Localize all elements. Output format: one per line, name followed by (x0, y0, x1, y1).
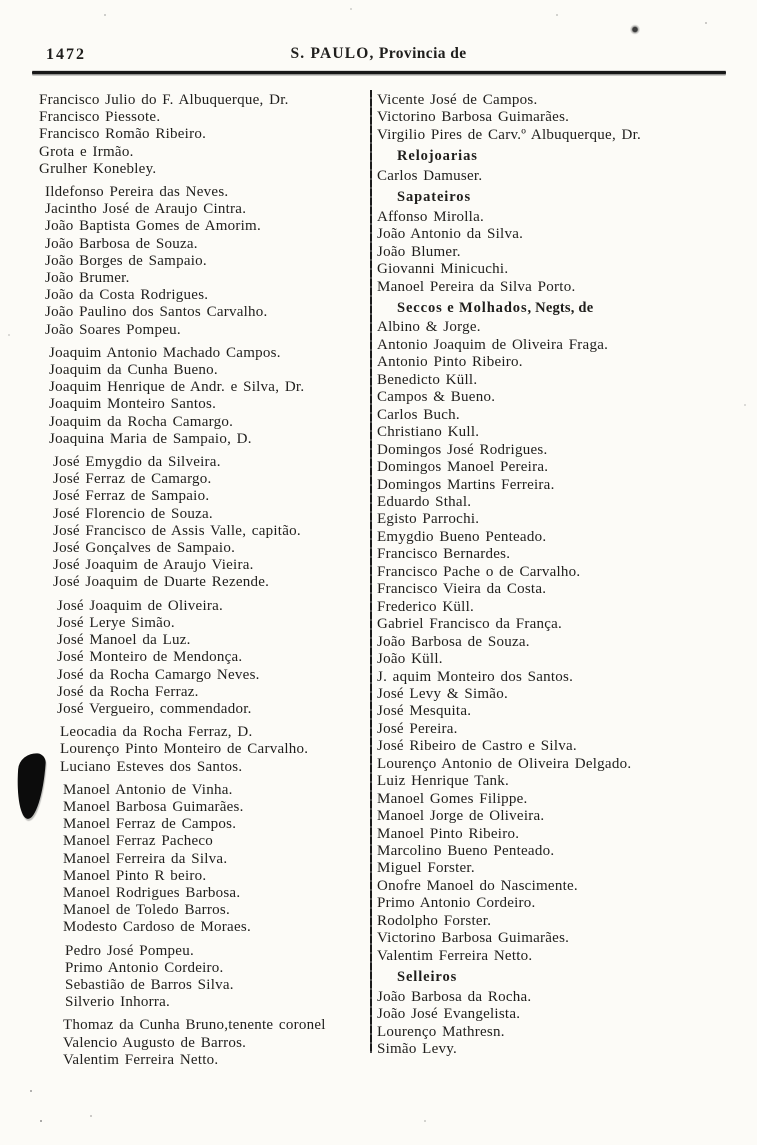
directory-entry: Antonio Joaquim de Oliveira Fraga. (377, 336, 609, 353)
directory-entry: Antonio Pinto Ribeiro. (377, 354, 523, 371)
directory-entry: Emygdio Bueno Penteado. (377, 528, 547, 545)
directory-entry: Gabriel Francisco da França. (377, 616, 563, 633)
directory-entry: Francisco Pache o de Carvalho. (377, 563, 581, 580)
directory-entry: Vicente José de Campos. (377, 92, 538, 108)
column-divider-rule (370, 90, 372, 1053)
directory-entry: José Joaquim de Duarte Rezende. (53, 574, 270, 591)
directory-entry: João Blumer. (377, 243, 461, 260)
directory-entry: Onofre Manoel do Nascimente. (377, 877, 578, 894)
section-title-suffix: , Negts, de (527, 299, 594, 316)
name-group (37, 724, 369, 776)
directory-entry: João Barbosa da Rocha. (377, 988, 532, 1005)
directory-entry: Luiz Henrique Tank. (377, 773, 510, 790)
directory-entry: João Brumer. (45, 270, 130, 287)
directory-entry: José Gonçalves de Sampaio. (53, 540, 236, 557)
directory-entry: Giovanni Minicuchi. (377, 261, 509, 278)
section-title: Selleiros (397, 969, 458, 986)
directory-entry: Manoel Gomes Filippe. (377, 790, 528, 807)
directory-entry: Domingos José Rodrigues. (377, 441, 548, 458)
directory-entry: Lourenço Antonio de Oliveira Delgado. (377, 755, 632, 772)
directory-entry: Primo Antonio Cordeiro. (377, 895, 536, 912)
directory-entry: Francisco Vieira da Costa. (377, 581, 547, 598)
directory-entry: José Ferraz de Sampaio. (53, 488, 210, 505)
directory-entry: José Emygdio da Silveira. (53, 454, 221, 471)
directory-entry: Valencio Augusto de Barros. (63, 1034, 247, 1051)
directory-entry: Marcolino Bueno Penteado. (377, 843, 555, 860)
directory-entry: Manoel Pereira da Silva Porto. (377, 278, 576, 295)
directory-entry: Leocadia da Rocha Ferraz, D. (60, 724, 253, 741)
directory-entry: Primo Antonio Cordeiro. (65, 959, 224, 976)
section-title: Sapateiros (397, 189, 471, 206)
directory-entry: João Barbosa de Souza. (377, 633, 530, 650)
directory-entry: Manoel Antonio de Vinha. (63, 781, 233, 798)
directory-entry: Valentim Ferreira Netto. (377, 947, 533, 964)
directory-entry: Manoel de Toledo Barros. (63, 902, 230, 919)
directory-entry: Lourenço Mathresn. (377, 1023, 505, 1040)
directory-entry: José Florencio de Souza. (53, 505, 213, 522)
directory-entry: Joaquim da Rocha Camargo. (49, 413, 234, 430)
directory-entry: José Joaquim de Araujo Vieira. (53, 557, 254, 574)
ink-smudge-artifact (630, 24, 640, 35)
directory-entry: Jacintho José de Araujo Cintra. (45, 201, 247, 218)
directory-entry: Joaquina Maria de Sampaio, D. (49, 430, 252, 447)
directory-entry: Rodolpho Forster. (377, 912, 492, 929)
directory-entry: Manoel Rodrigues Barbosa. (63, 884, 241, 901)
directory-entry: José Lerye Simão. (57, 614, 175, 631)
header-rule (32, 71, 726, 74)
directory-entry: José Monteiro de Mendonça. (57, 649, 243, 666)
name-group (37, 184, 369, 339)
directory-entry: Manoel Ferraz de Campos. (63, 816, 237, 833)
directory-entry: Francisco Piessote. (39, 109, 161, 126)
directory-entry: Campos & Bueno. (377, 389, 496, 406)
directory-entry: Joaquim da Cunha Bueno. (49, 362, 218, 379)
directory-entry: Manoel Pinto R beiro. (63, 867, 207, 884)
directory-entry: Grota e Irmão. (39, 143, 134, 160)
directory-entry: Domingos Manoel Pereira. (377, 459, 549, 476)
directory-entry: José Ribeiro de Castro e Silva. (377, 738, 577, 755)
directory-entry: José Levy & Simão. (377, 685, 508, 702)
directory-entry: João Borges de Sampaio. (45, 252, 207, 269)
directory-entry: Carlos Damuser. (377, 167, 483, 184)
directory-entry: Thomaz da Cunha Bruno,tenente coronel (63, 1017, 326, 1034)
directory-entry: João Paulino dos Santos Carvalho. (45, 304, 268, 321)
directory-entry: Manoel Barbosa Guimarães. (63, 798, 244, 815)
directory-entry: Grulher Konebley. (39, 160, 157, 177)
directory-entry: Modesto Cardoso de Moraes. (63, 919, 251, 936)
directory-entry: João Antonio da Silva. (377, 226, 524, 243)
name-group (37, 1017, 369, 1069)
name-group (37, 598, 369, 718)
directory-entry: Luciano Esteves dos Santos. (60, 758, 243, 775)
directory-entry: Eduardo Sthal. (377, 493, 472, 510)
directory-entry: Egisto Parrochi. (377, 511, 480, 528)
directory-entry: Francisco Julio do F. Albuquerque, Dr. (39, 92, 289, 108)
directory-entry: José Francisco de Assis Valle, capitão. (53, 522, 301, 539)
directory-entry: Joaquim Antonio Machado Campos. (49, 344, 281, 361)
directory-entry: Benedicto Küll. (377, 371, 478, 388)
directory-entry: Carlos Buch. (377, 406, 460, 423)
directory-entry: José Joaquim de Oliveira. (57, 597, 224, 614)
directory-entry: Christiano Kull. (377, 424, 480, 441)
directory-entry: Ildefonso Pereira das Neves. (45, 184, 229, 201)
directory-entry: Joaquim Henrique de Andr. e Silva, Dr. (49, 379, 305, 396)
section-title: Seccos e Molhados (397, 299, 528, 316)
directory-entry: José Mesquita. (377, 703, 472, 720)
directory-entry: Francisco Romão Ribeiro. (39, 126, 207, 143)
directory-entry: Albino & Jorge. (377, 319, 481, 336)
name-group (37, 345, 369, 448)
directory-entry: João Soares Pompeu. (45, 321, 181, 338)
page-number: 1472 (46, 46, 86, 63)
running-head (0, 45, 757, 63)
directory-entry: João Küll. (377, 651, 443, 668)
directory-entry: Domingos Martins Ferreira. (377, 476, 555, 493)
directory-entry: Silverio Inhorra. (65, 994, 170, 1011)
directory-entry: Victorino Barbosa Guimarães. (377, 109, 570, 126)
directory-entry: Francisco Bernardes. (377, 546, 511, 563)
directory-entry: Miguel Forster. (377, 860, 475, 877)
directory-entry: Valentim Ferreira Netto. (63, 1051, 219, 1068)
directory-entry: Manoel Jorge de Oliveira. (377, 808, 545, 825)
directory-entry: Pedro José Pompeu. (65, 942, 194, 959)
section-header (377, 300, 749, 317)
directory-entry: João Barbosa de Souza. (45, 235, 198, 252)
section-header (377, 148, 749, 165)
directory-entry: Virgilio Pires de Carv.º Albuquerque, Dr. (377, 126, 642, 143)
directory-entry: Manoel Ferraz Pacheco (63, 833, 214, 850)
running-head-title: S. PAULO, (290, 45, 375, 62)
directory-entry: João da Costa Rodrigues. (45, 287, 209, 304)
directory-entry: José Manoel da Luz. (57, 632, 191, 649)
section-header (377, 969, 749, 986)
name-group (37, 782, 369, 937)
directory-entry: João Baptista Gomes de Amorim. (45, 218, 261, 235)
directory-entry: Joaquim Monteiro Santos. (49, 396, 217, 413)
directory-entry: José Vergueiro, commendador. (57, 700, 252, 717)
running-head-subtitle: Provincia de (374, 45, 467, 62)
right-column (377, 92, 749, 1058)
name-group (37, 92, 369, 178)
directory-entry: Simão Levy. (377, 1041, 458, 1058)
directory-entry: José Pereira. (377, 720, 458, 737)
directory-entry: Lourenço Pinto Monteiro de Carvalho. (60, 741, 309, 758)
paper-speckles (104, 14, 106, 16)
directory-entry: Sebastião de Barros Silva. (65, 976, 234, 993)
directory-entry: Manoel Ferreira da Silva. (63, 850, 228, 867)
directory-entry: José da Rocha Camargo Neves. (57, 666, 260, 683)
directory-entry: Frederico Küll. (377, 598, 474, 615)
name-group (37, 454, 369, 592)
directory-entry: Victorino Barbosa Guimarães. (377, 930, 570, 947)
directory-entry: José Ferraz de Camargo. (53, 471, 212, 488)
directory-entry: Manoel Pinto Ribeiro. (377, 825, 520, 842)
directory-entry: J. aquim Monteiro dos Santos. (377, 668, 574, 685)
name-group (37, 943, 369, 1012)
directory-entry: José da Rocha Ferraz. (57, 683, 199, 700)
directory-entry: Affonso Mirolla. (377, 208, 484, 225)
section-title: Relojoarias (397, 148, 478, 165)
left-column (37, 92, 369, 1075)
section-header (377, 189, 749, 206)
directory-entry: João José Evangelista. (377, 1006, 521, 1023)
